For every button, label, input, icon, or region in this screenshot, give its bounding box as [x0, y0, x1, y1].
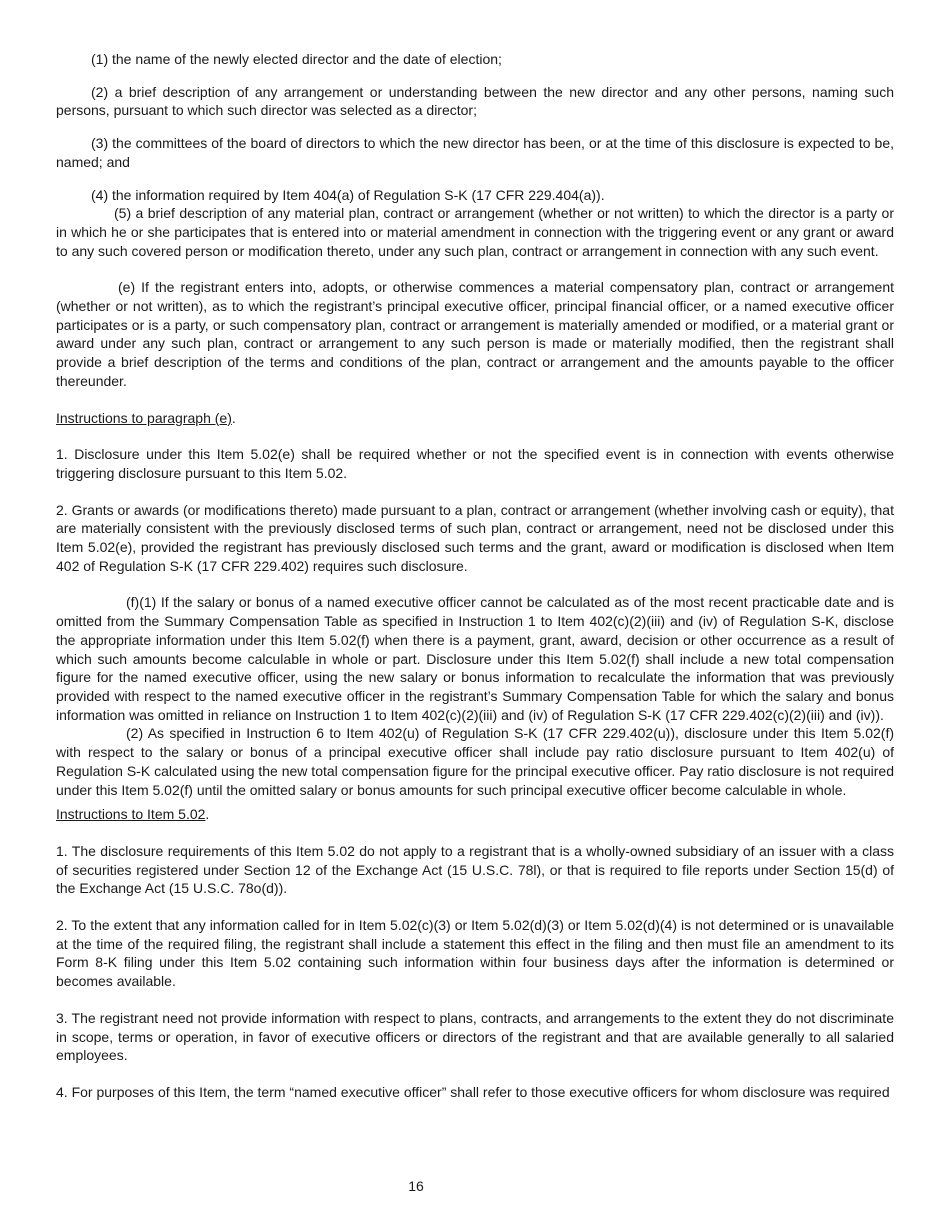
- paragraph-e: (e) If the registrant enters into, adopts, or otherwise commences a material compensatory plan, contract or arrangement (whether or not written), as to which the registrant’s principal executive officer, principal financial officer, or a named executive officer participates or is a party, or such compensatory plan, contract or arrangement is materially amended or modified, or a material grant or award under any such plan, contract or arrangement to any such person is made or materially modified, then the registrant shall provide a brief description of the terms and conditions of the plan, contract or arrangement and the amounts payable to the officer thereunder.: [56, 279, 894, 389]
- instruction-502-2: 2. To the extent that any information called for in Item 5.02(c)(3) or Item 5.02(d)(3) or Item 5.02(d)(4) is not determined or is unavailable at the time of the required filing, the registrant shall include a statement this effect in the filing and then must file an amendment to its Form 8-K filing under this Item 5.02 containing such information within four business days after the information is determined or becomes available.: [56, 917, 894, 990]
- paragraph-f2: (2) As specified in Instruction 6 to Item 402(u) of Regulation S-K (17 CFR 229.402(u)), disclosure under this Item 5.02(f) with respect to the salary or bonus of a principal executive officer shall include pay ratio disclosure pursuant to Item 402(u) of Regulation S-K calculated using the new total compensation figure for the principal executive officer. Pay ratio disclosure is not required under this Item 5.02(f) until the omitted salary or bonus amounts for such principal executive officer become calculable in whole.: [56, 725, 894, 798]
- instructions-e-heading-text: Instructions to paragraph (e): [56, 409, 232, 426]
- instructions-502-heading: Instructions to Item 5.02.: [56, 806, 210, 823]
- instruction-e-1: 1. Disclosure under this Item 5.02(e) shall be required whether or not the specified event is in connection with events otherwise triggering disclosure pursuant to this Item 5.02.: [56, 446, 894, 481]
- instruction-e-2: 2. Grants or awards (or modifications thereto) made pursuant to a plan, contract or arrangement (whether involving cash or equity), that are materially consistent with the previously disclosed terms of such plan, contract or arrangement, need not be disclosed under this Item 5.02(e), provided the registrant has previously disclosed such terms and the grant, award or modification is disclosed when Item 402 of Regulation S-K (17 CFR 229.402) requires such disclosure.: [56, 501, 894, 574]
- item-4-paragraph: (4) the information required by Item 404(a) of Regulation S-K (17 CFR 229.404(a)).: [91, 186, 605, 203]
- page-number: 16: [408, 1178, 424, 1194]
- item-2-paragraph: (2) a brief description of any arrangement or understanding between the new director and any other persons, naming such persons, pursuant to which such director was selected as a director;: [56, 83, 894, 119]
- item-5-paragraph: (5) a brief description of any material plan, contract or arrangement (whether or not written) to which the director is a party or in which he or she participates that is entered into or material amendment in connection with the triggering event or any grant or award to any such covered person or modification thereto, under any such plan, contract or arrangement in connection with any such event.: [56, 205, 894, 259]
- instruction-502-3: 3. The registrant need not provide information with respect to plans, contracts, and arrangements to the extent they do not discriminate in scope, terms or operation, in favor of executive officers or directors of the registrant and that are available generally to all salaried employees.: [56, 1009, 894, 1064]
- paragraph-f1: (f)(1) If the salary or bonus of a named executive officer cannot be calculated as of the most recent practicable date and is omitted from the Summary Compensation Table as specified in Instruction 1 to Item 402(c)(2)(iii) and (iv) of Regulation S-K, disclose the appropriate information under this Item 5.02(f) when there is a payment, grant, award, decision or other occurrence as a result of which such amounts become calculable in whole or part. Disclosure under this Item 5.02(f) shall include a new total compensation figure for the named executive officer, using the new salary or bonus information to recalculate the information that was previously provided with respect to the named executive officer in the registrant’s Summary Compensation Table for which the salary and bonus information was omitted in reliance on Instruction 1 to Item 402(c)(2)(iii) and (iv) of Regulation S-K (17 CFR 229.402(c)(2)(iii) and (iv)).: [56, 594, 894, 723]
- instruction-502-4: 4. For purposes of this Item, the term “named executive officer” shall refer to those executive officers for whom disclosure was required: [56, 1083, 890, 1100]
- instructions-e-heading: Instructions to paragraph (e).: [56, 409, 236, 426]
- document-body: [56, 50, 894, 1102]
- item-1-paragraph: (1) the name of the newly elected director and the date of election;: [91, 51, 502, 67]
- instructions-502-heading-text: Instructions to Item 5.02: [56, 806, 206, 823]
- instruction-502-1: 1. The disclosure requirements of this Item 5.02 do not apply to a registrant that is a wholly-owned subsidiary of an issuer with a class of securities registered under Section 12 of the Exchange Act (15 U.S.C. 78l), or that is required to file reports under Section 15(d) of the Exchange Act (15 U.S.C. 78o(d)).: [56, 842, 894, 897]
- item-3-paragraph: (3) the committees of the board of directors to which the new director has been, or at the time of this disclosure is expected to be, named; and: [56, 135, 894, 170]
